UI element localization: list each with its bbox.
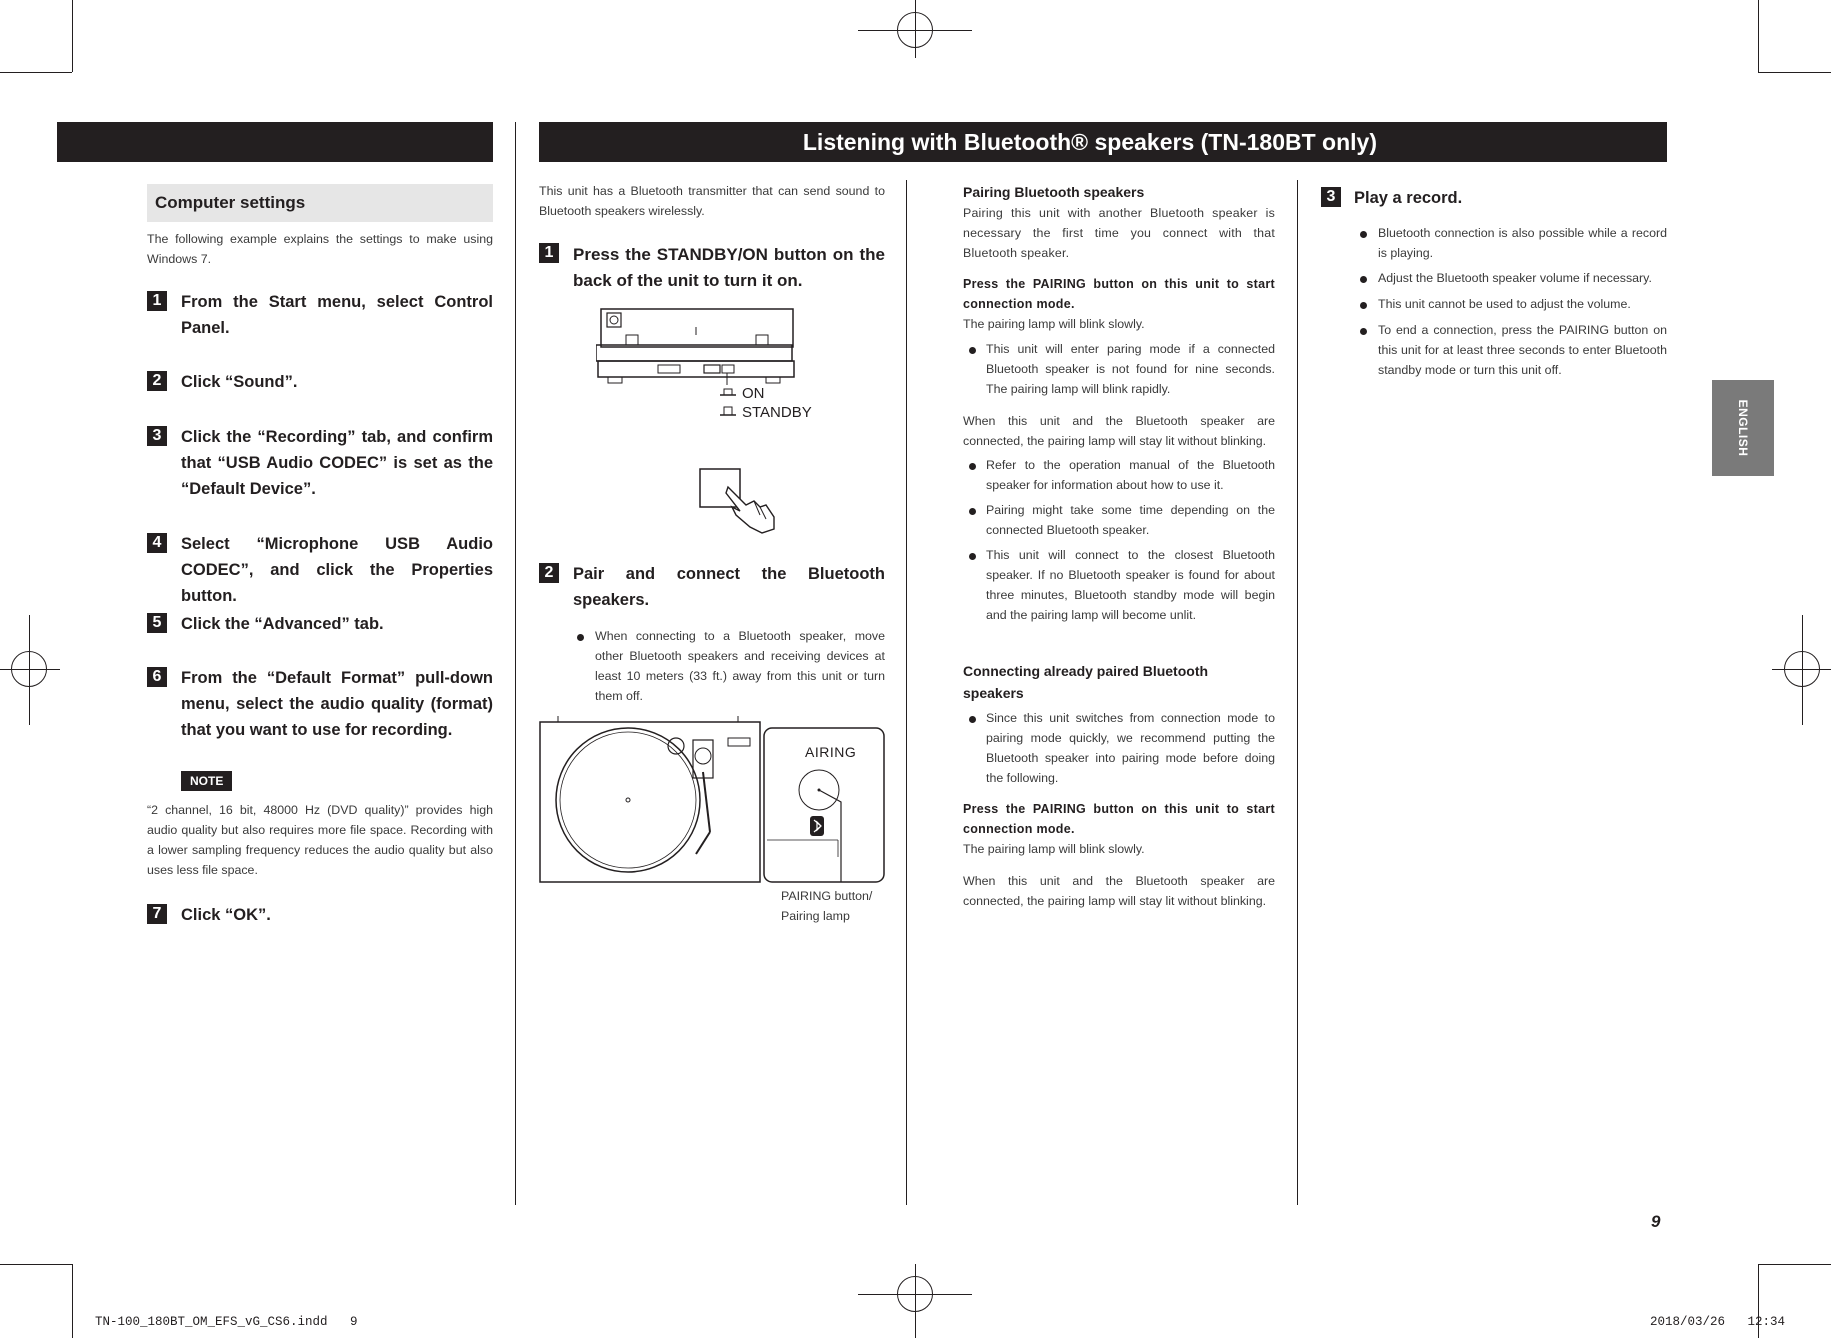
bullet-text: Since this unit switches from connection mode to pairing mode quickly, we recommend putting the Bluetooth speaker into pairing mode before doing the following.: [986, 711, 1275, 785]
on-label: ON: [742, 385, 765, 402]
step-number: 1: [147, 291, 167, 311]
bullet: [969, 508, 976, 515]
crop-mark: [72, 0, 73, 72]
hand-press-icon: [698, 467, 788, 535]
subsection-heading: Connecting already paired Bluetooth speakers: [963, 663, 1209, 701]
column-divider: [1297, 180, 1298, 1205]
bullet-text: Adjust the Bluetooth speaker volume if necessary.: [1378, 271, 1652, 285]
bullet: [969, 347, 976, 354]
step-number: 6: [147, 667, 167, 687]
standby-label: STANDBY: [742, 404, 812, 421]
step-text: Click the “Recording” tab, and confirm that “USB Audio CODEC” is set as the “Default Device”.: [181, 428, 493, 498]
crop-mark: [1758, 1264, 1831, 1265]
turntable-back-illustration: [596, 305, 822, 420]
instruction-heading: Press the PAIRING button on this unit to start connection mode.: [963, 277, 1275, 311]
bullet-text: This unit will connect to the closest Bluetooth speaker. If no Bluetooth speaker is found for about three minutes, Bluetooth standby mode will begin and the pairing lamp will become unlit.: [986, 548, 1275, 622]
step-number: 7: [147, 904, 167, 924]
step-text: Press the STANDBY/ON button on the back of the unit to turn it on.: [573, 245, 885, 290]
body-text: Pairing this unit with another Bluetooth speaker is necessary the first time you connect with that Bluetooth speaker.: [963, 206, 1275, 260]
subsection-heading: Pairing Bluetooth speakers: [963, 184, 1145, 200]
caption-line1: PAIRING button/: [781, 889, 873, 903]
step-number: 5: [147, 613, 167, 633]
crop-mark: [1758, 72, 1831, 73]
crop-mark: [72, 1264, 73, 1338]
section-heading: Computer settings: [147, 184, 493, 222]
language-tab-label: ENGLISH: [1736, 399, 1750, 457]
language-tab: [1712, 380, 1774, 476]
step-text: Pair and connect the Bluetooth speakers.: [573, 565, 885, 609]
crop-mark: [0, 72, 72, 73]
bullet-text: Bluetooth connection is also possible while a record is playing.: [1378, 226, 1667, 260]
bullet: [577, 634, 584, 641]
page-title: Listening with Bluetooth® speakers (TN-180BT only): [802, 129, 1377, 155]
step-number: 3: [1321, 187, 1341, 207]
step-number: 2: [147, 371, 167, 391]
body-text: The pairing lamp will blink slowly.: [963, 317, 1145, 331]
turntable-top-illustration: [538, 712, 888, 886]
footer-datetime: 2018/03/26 12:34: [1650, 1315, 1786, 1329]
bullet-text: When connecting to a Bluetooth speaker, move other Bluetooth speakers and receiving devices at least 10 meters (33 ft.) away from this unit or turn them off.: [595, 629, 885, 703]
step-text: Click the “Advanced” tab.: [181, 615, 384, 633]
bullet-text: This unit cannot be used to adjust the volume.: [1378, 297, 1631, 311]
step-text: Play a record.: [1354, 189, 1463, 207]
column-divider: [906, 180, 907, 1205]
caption-line2: Pairing lamp: [781, 909, 850, 923]
bullet: [1360, 276, 1367, 283]
bullet-text: This unit will enter paring mode if a connected Bluetooth speaker is not found for nine seconds. The pairing lamp will blink rapidly.: [986, 342, 1275, 396]
step-text: Click “OK”.: [181, 906, 271, 924]
power-switch-icon: [718, 385, 740, 425]
crop-mark: [0, 1264, 72, 1265]
instruction-heading: Press the PAIRING button on this unit to start connection mode.: [963, 802, 1275, 836]
bullet: [969, 716, 976, 723]
step-text: Select “Microphone USB Audio CODEC”, and click the Properties button.: [181, 535, 493, 605]
bullet: [1360, 231, 1367, 238]
note-text: “2 channel, 16 bit, 48000 Hz (DVD quality)” provides high audio quality but also requires more file space. Recording with a lower sampling frequency reduces the audio quality but also uses less file space.: [147, 803, 493, 877]
step-number: 1: [539, 243, 559, 263]
body-text: When this unit and the Bluetooth speaker are connected, the pairing lamp will stay lit without blinking.: [963, 414, 1275, 448]
step-text: Click “Sound”.: [181, 373, 298, 391]
bullet-text: To end a connection, press the PAIRING button on this unit for at least three seconds to enter Bluetooth standby mode or turn this unit off.: [1378, 323, 1667, 377]
intro-text: This unit has a Bluetooth transmitter that can send sound to Bluetooth speakers wirelessly.: [539, 184, 885, 218]
column-divider: [515, 122, 516, 1205]
body-text: When this unit and the Bluetooth speaker are connected, the pairing lamp will stay lit without blinking.: [963, 874, 1275, 908]
pairing-label: AIRING: [805, 744, 857, 760]
step-number: 3: [147, 426, 167, 446]
body-text: The pairing lamp will blink slowly.: [963, 842, 1145, 856]
step-text: From the Start menu, select Control Panel.: [181, 293, 493, 337]
bullet: [969, 553, 976, 560]
left-header-bar: [57, 122, 493, 162]
note-badge: NOTE: [181, 771, 232, 791]
title-bar: [539, 122, 1667, 162]
step-text: From the “Default Format” pull-down menu, select the audio quality (format) that you want to use for recording.: [181, 669, 493, 739]
crop-mark: [1758, 0, 1759, 72]
page-number: 9: [1651, 1212, 1661, 1231]
step-number: 4: [147, 533, 167, 553]
bullet-text: Pairing might take some time depending on the connected Bluetooth speaker.: [986, 503, 1275, 537]
bullet: [1360, 302, 1367, 309]
bullet-text: Refer to the operation manual of the Bluetooth speaker for information about how to use it.: [986, 458, 1275, 492]
bullet: [1360, 328, 1367, 335]
step-number: 2: [539, 563, 559, 583]
bullet: [969, 463, 976, 470]
intro-text: The following example explains the settings to make using Windows 7.: [147, 232, 493, 266]
footer-filename: TN-100_180BT_OM_EFS_vG_CS6.indd 9: [95, 1315, 358, 1329]
